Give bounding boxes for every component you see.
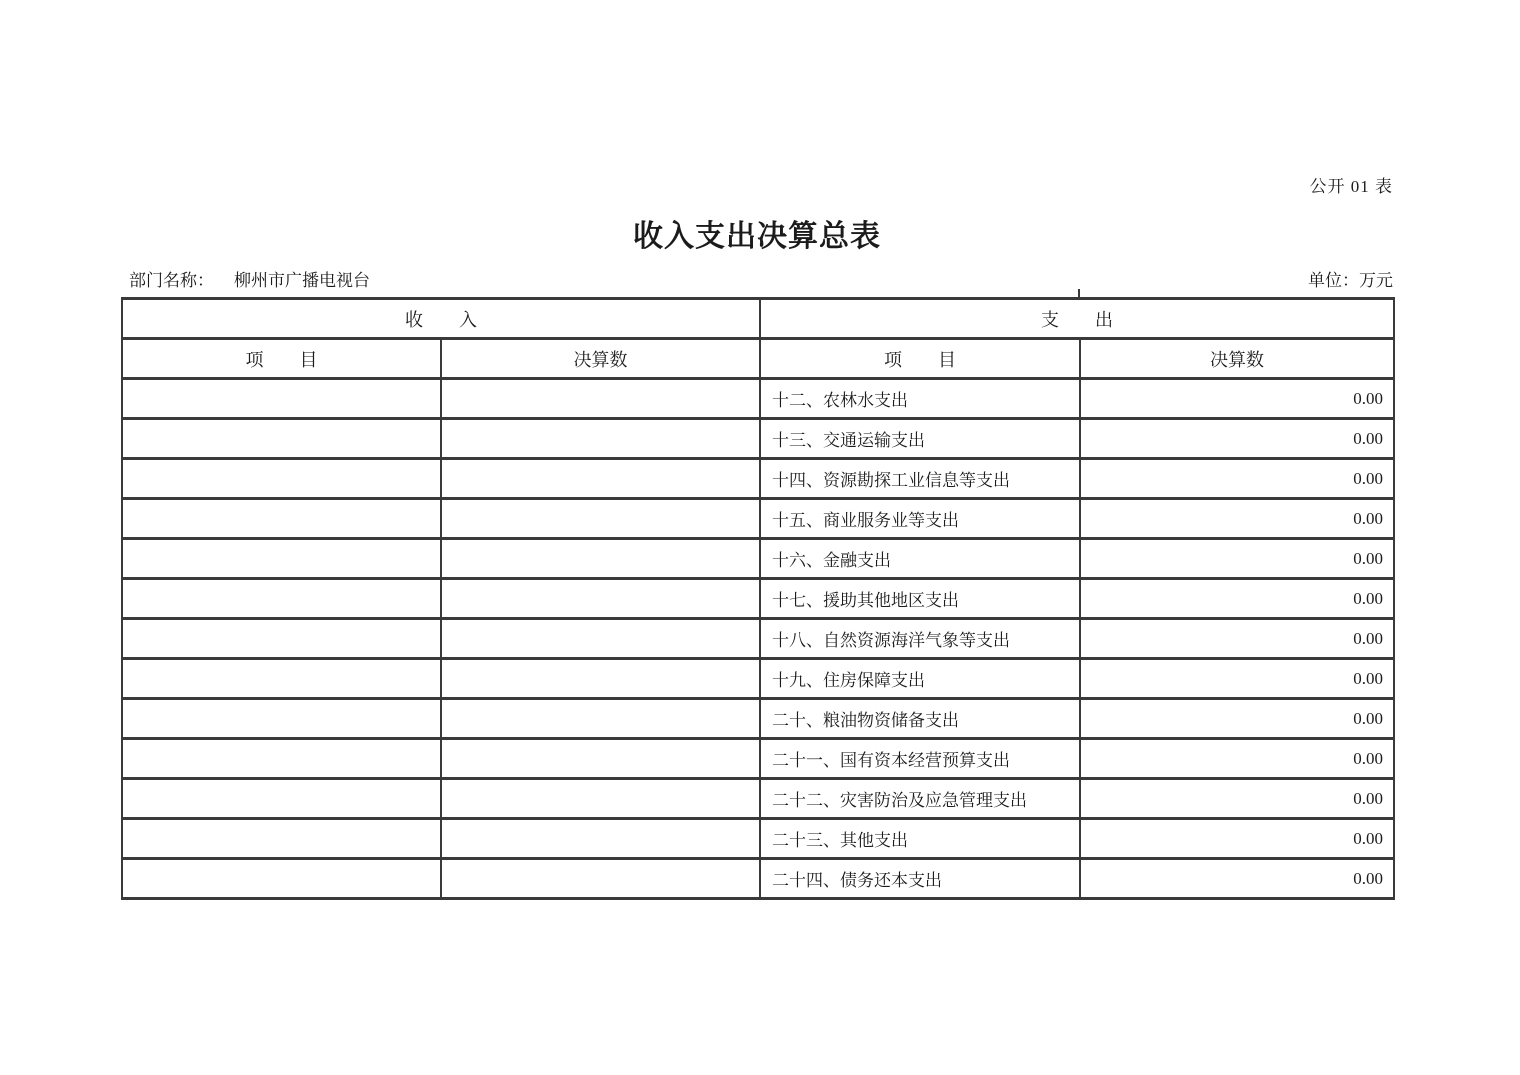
department-name-group	[121, 266, 370, 291]
expenditure-amount-cell: 0.00	[1080, 499, 1394, 539]
table-code-label: 公开 01 表	[1309, 177, 1393, 196]
income-section-header: 收 入	[122, 299, 760, 339]
table-row	[122, 699, 1394, 739]
expenditure-item-header: 项 目	[760, 339, 1080, 379]
expenditure-item-cell: 二十一、国有资本经营预算支出	[760, 739, 1080, 779]
expenditure-amount-cell: 0.00	[1080, 459, 1394, 499]
income-item-cell	[122, 619, 441, 659]
expenditure-amount-cell: 0.00	[1080, 819, 1394, 859]
income-item-cell	[122, 419, 441, 459]
expenditure-item-cell: 二十二、灾害防治及应急管理支出	[760, 779, 1080, 819]
table-row	[122, 779, 1394, 819]
expenditure-amount-cell: 0.00	[1080, 379, 1394, 419]
income-amount-cell	[441, 539, 760, 579]
unit-note: 单位：万元	[1308, 271, 1393, 290]
income-amount-cell	[441, 779, 760, 819]
income-amount-cell	[441, 659, 760, 699]
expenditure-amount-cell: 0.00	[1080, 539, 1394, 579]
expenditure-item-cell: 十七、援助其他地区支出	[760, 579, 1080, 619]
income-amount-cell	[441, 699, 760, 739]
expenditure-amount-cell: 0.00	[1080, 579, 1394, 619]
expenditure-amount-cell: 0.00	[1080, 659, 1394, 699]
income-item-cell	[122, 499, 441, 539]
expenditure-amount-cell: 0.00	[1080, 779, 1394, 819]
expenditure-amount-cell: 0.00	[1080, 699, 1394, 739]
expenditure-amount-cell: 0.00	[1080, 419, 1394, 459]
column-header-row	[122, 339, 1394, 379]
department-name: 柳州市广播电视台	[234, 271, 370, 290]
income-amount-cell	[441, 859, 760, 899]
income-item-cell	[122, 539, 441, 579]
income-item-cell	[122, 579, 441, 619]
income-item-cell	[122, 699, 441, 739]
expenditure-item-cell: 二十三、其他支出	[760, 819, 1080, 859]
income-item-cell	[122, 659, 441, 699]
income-amount-cell	[441, 739, 760, 779]
department-label: 部门名称：	[129, 271, 214, 290]
expenditure-item-cell: 二十四、债务还本支出	[760, 859, 1080, 899]
income-amount-cell	[441, 459, 760, 499]
income-item-cell	[122, 739, 441, 779]
table-row	[122, 539, 1394, 579]
expenditure-section-header: 支 出	[760, 299, 1394, 339]
income-item-cell	[122, 859, 441, 899]
expenditure-amount-cell: 0.00	[1080, 739, 1394, 779]
table-row	[122, 659, 1394, 699]
table-row	[122, 459, 1394, 499]
income-amount-cell	[441, 419, 760, 459]
income-item-header: 项 目	[122, 339, 441, 379]
income-amount-cell	[441, 499, 760, 539]
page-title: 收入支出决算总表	[633, 220, 881, 253]
expenditure-amount-cell: 0.00	[1080, 619, 1394, 659]
income-amount-cell	[441, 379, 760, 419]
expenditure-item-cell: 十九、住房保障支出	[760, 659, 1080, 699]
income-amount-cell	[441, 619, 760, 659]
income-amount-header: 决算数	[441, 339, 760, 379]
table-row	[122, 819, 1394, 859]
income-item-cell	[122, 819, 441, 859]
expenditure-item-cell: 十四、资源勘探工业信息等支出	[760, 459, 1080, 499]
table-row	[122, 739, 1394, 779]
table-row	[122, 859, 1394, 899]
top-border-tick	[1078, 289, 1080, 297]
table-row	[122, 379, 1394, 419]
expenditure-item-cell: 二十、粮油物资储备支出	[760, 699, 1080, 739]
table-row	[122, 499, 1394, 539]
table-row	[122, 619, 1394, 659]
expenditure-item-cell: 十五、商业服务业等支出	[760, 499, 1080, 539]
income-item-cell	[122, 459, 441, 499]
income-amount-cell	[441, 819, 760, 859]
income-item-cell	[122, 779, 441, 819]
expenditure-item-cell: 十二、农林水支出	[760, 379, 1080, 419]
table-row	[122, 579, 1394, 619]
income-item-cell	[122, 379, 441, 419]
expenditure-item-cell: 十三、交通运输支出	[760, 419, 1080, 459]
table-row	[122, 419, 1394, 459]
income-amount-cell	[441, 579, 760, 619]
table-meta-row	[121, 266, 1393, 291]
expenditure-item-cell: 十八、自然资源海洋气象等支出	[760, 619, 1080, 659]
expenditure-item-cell: 十六、金融支出	[760, 539, 1080, 579]
expenditure-amount-cell: 0.00	[1080, 859, 1394, 899]
section-header-row	[122, 299, 1394, 339]
expenditure-amount-header: 决算数	[1080, 339, 1394, 379]
final-accounts-table	[121, 297, 1395, 900]
